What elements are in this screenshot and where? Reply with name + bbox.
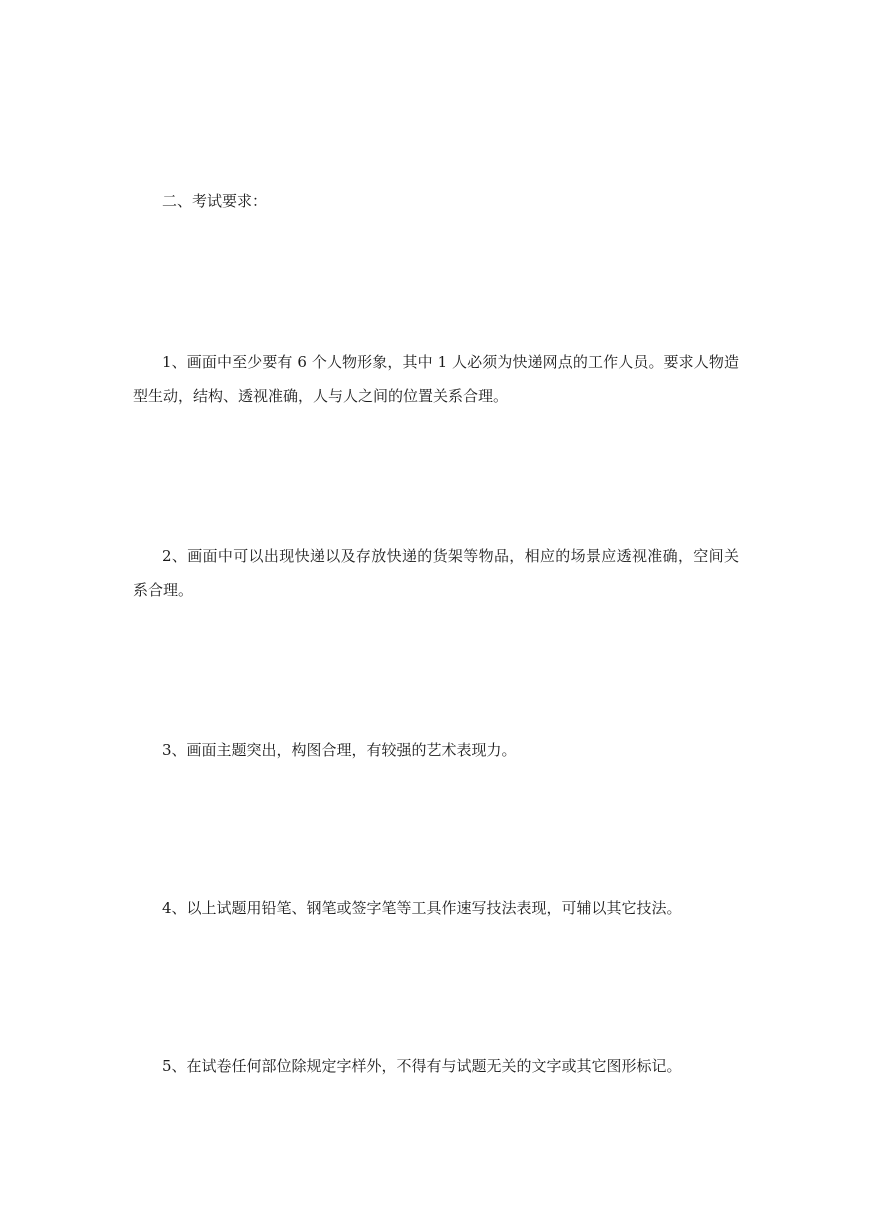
section-heading: 二、考试要求： <box>162 192 268 210</box>
requirement-item-3: 3、画面主题突出，构图合理，有较强的艺术表现力。 <box>162 741 517 759</box>
requirement-item-2: 2、画面中可以出现快递以及存放快递的货架等物品，相应的场景应透视准确，空间关系合理。 <box>133 547 739 599</box>
requirement-item-1: 1、画面中至少要有 6 个人物形象，其中 1 人必须为快递网点的工作人员。要求人物造型生动，结构、透视准确，人与人之间的位置关系合理。 <box>133 353 739 405</box>
requirement-item-4: 4、以上试题用铅笔、钢笔或签字笔等工具作速写技法表现，可辅以其它技法。 <box>162 899 682 917</box>
requirement-item-5: 5、在试卷任何部位除规定字样外，不得有与试题无关的文字或其它图形标记。 <box>162 1057 682 1075</box>
